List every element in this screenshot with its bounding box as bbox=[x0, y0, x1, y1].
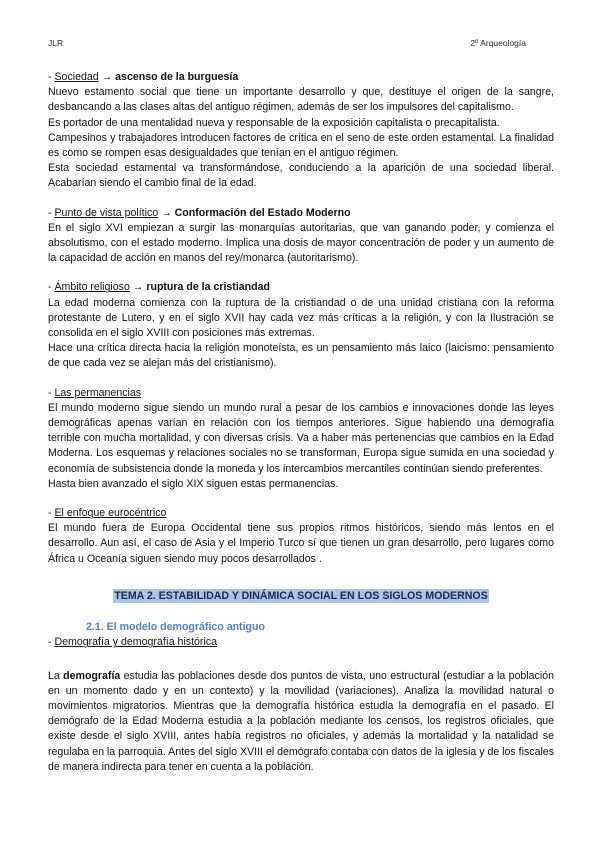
section-title: - Sociedad → ascenso de la burguesía bbox=[48, 71, 239, 83]
section-religioso bbox=[48, 280, 554, 371]
section-eurocentrico bbox=[48, 506, 554, 567]
section-title-underlined: El enfoque eurocéntrico bbox=[54, 507, 167, 520]
subsection-title: - Demografía y demografía histórica bbox=[48, 636, 217, 649]
paragraph: Es portador de una mentalidad nueva y responsable de la exposición capitalista o precapitalista. bbox=[48, 116, 500, 129]
paragraph: El mundo moderno sigue siendo un mundo rural a pesar de los cambios e innovaciones donde las leyes demográficas apenas varían en relación con los tiempos anteriores. Sigue habiendo una demografía terrible con mucha mortalidad, y con diversas crisis. Va a haber más pertenencias que cambios en la Edad Moderna. Los esquemas y relaciones sociales no se transforman, Europa sigue sumida en una sociedad y economía de subsistencia donde la moneda y los intercambios mercantiles continúan siendo preferentes. bbox=[48, 401, 554, 475]
term-demografia: demografía bbox=[63, 669, 121, 682]
paragraph: Hasta bien avanzado el siglo XIX siguen estas permanencias. bbox=[48, 477, 339, 490]
section-title-underlined: Las permanencias bbox=[54, 386, 142, 399]
section-subtitle: ascenso de la burguesía bbox=[115, 71, 239, 83]
section-title-underlined: Sociedad bbox=[54, 71, 99, 83]
section-title-underlined: Ámbito religioso bbox=[54, 281, 130, 294]
section-sociedad bbox=[48, 70, 554, 192]
section-title-underlined: Punto de vista político bbox=[54, 206, 159, 219]
section-title: - Las permanencias bbox=[48, 386, 142, 399]
subsection-title-underlined: Demografía y demografía histórica bbox=[54, 636, 217, 649]
header-left: JLR bbox=[48, 38, 64, 48]
section-title: - Punto de vista político → Conformación del Estado Moderno bbox=[48, 206, 351, 219]
tema-heading bbox=[48, 589, 554, 604]
paragraph: Campesinos y trabajadores introducen factores de crítica en el seno de este orden estamental. La finalidad es como se rompen esas desigualdades que tenían en el antiguo régimen. bbox=[48, 131, 554, 160]
paragraph: Esta sociedad estamental va transformándose, conduciendo a la aparición de una sociedad liberal. Acabarían siendo el cambio final de la edad. bbox=[48, 162, 554, 190]
document-body bbox=[48, 70, 554, 775]
paragraph: En el siglo XVI empiezan a surgir las monarquías autoritarias, que van ganando poder, y comienza el absolutismo, con el estado moderno. Implica una dosis de mayor concentración de poder y un aumento de la capacidad de acción en manos del rey/monarca (autoritarismo). bbox=[48, 221, 554, 265]
header-right: 2º Arqueología bbox=[470, 38, 526, 48]
section-subtitle: Conformación del Estado Moderno bbox=[174, 206, 351, 219]
subheading: 2.1. El modelo demográfico antiguo bbox=[86, 621, 265, 634]
paragraph: Hace una crítica directa hacia la religión monoteísta, es un pensamiento más laico (laicismo: pensamiento de que cada vez se alejan más del cristianismo). bbox=[48, 342, 554, 370]
section-permanencias bbox=[48, 386, 554, 492]
paragraph: El mundo fuera de Europa Occidental tiene sus propios ritmos históricos, siendo más lentos en el desarrollo. Aun así, el caso de Asia y el Imperio Turco sí que tienen un gran desarrollo, pero lugares como África u Oceanía siguen siendo muy pocos desarrollados . bbox=[48, 522, 554, 565]
section-title: - El enfoque eurocéntrico bbox=[48, 507, 167, 520]
paragraph: La edad moderna comienza con la ruptura de la cristiandad o de una unidad cristiana con la reforma protestante de Lutero, y en el siglo XVII hay cada vez más críticas a la religión, y con la Ilustración se consolida en el siglo XVIII con posiciones más extremas. bbox=[48, 296, 554, 340]
section-subtitle: ruptura de la cristiandad bbox=[146, 281, 270, 294]
final-paragraph: La demografía estudia las poblaciones desde dos puntos de vista, uno estructural (estudiar a la población en un momento dado y en un contexto) y la movilidad (variaciones). Analiza la movilidad natural o movimientos migratorios. Mientras que la demografía histórica estudia la demografía en el pasado. El demógrafo de la Edad Moderna estudia a la población mediante los censos, los registros oficiales, que existe desde el siglo XVIII, antes había registros no oficiales, y además la mortalidad y la natalidad se regulaba en la parroquia. Antes del siglo XVIII el demógrafo contaba con datos de la iglesia y de los fiscales de manera indirecta para tener en cuenta a la población. bbox=[48, 669, 554, 773]
section-politico bbox=[48, 206, 554, 267]
tema-heading-text: TEMA 2. ESTABILIDAD Y DINÁMICA SOCIAL EN LOS SIGLOS MODERNOS bbox=[114, 589, 488, 602]
section-title: - Ámbito religioso → ruptura de la cristiandad bbox=[48, 281, 270, 294]
paragraph: Nuevo estamento social que tiene un importante desarrollo y que, destituye el origen de la sangre, desbancando a las clases altas del antiguo régimen, además de ser los impulsores del capitalismo. bbox=[48, 86, 554, 114]
